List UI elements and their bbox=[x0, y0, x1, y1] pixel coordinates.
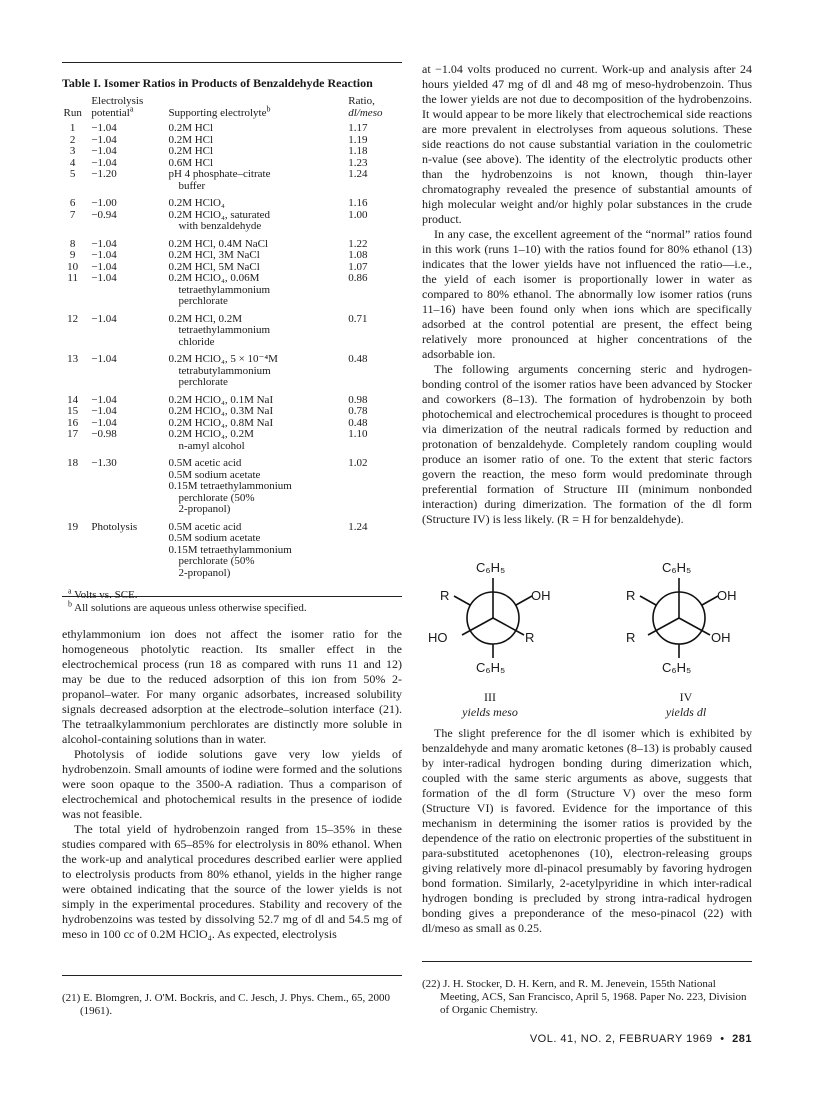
footnote-b-mark: b bbox=[68, 599, 72, 609]
cell-run bbox=[62, 545, 87, 557]
table-row bbox=[62, 308, 402, 326]
table-row bbox=[62, 556, 402, 568]
structure-iv-numeral: IV bbox=[679, 690, 693, 704]
cell-potential bbox=[87, 337, 156, 349]
cell-electrolyte: 0.5M sodium acetate bbox=[168, 532, 261, 544]
cell-ratio bbox=[326, 337, 402, 349]
cell-run: 7 bbox=[69, 208, 76, 221]
cell-electrolyte: perchlorate (50% bbox=[178, 555, 255, 567]
cell-run bbox=[62, 556, 87, 568]
cell-potential: −1.00 bbox=[91, 197, 117, 209]
cell-run bbox=[62, 481, 87, 493]
reference-21 bbox=[62, 992, 402, 1018]
structure-iii-lower-left: HO bbox=[428, 630, 448, 645]
table-row bbox=[62, 452, 402, 470]
cell-potential: −1.04 bbox=[91, 260, 117, 273]
cell-electrolyte: 0.5M acetic acid bbox=[168, 520, 242, 533]
cell-ratio: 0.48 bbox=[348, 416, 368, 429]
footnote-a: Volts vs. SCE. bbox=[74, 589, 138, 601]
reference-22 bbox=[422, 978, 752, 1017]
isomer-table bbox=[62, 95, 402, 579]
cell-potential: −1.04 bbox=[91, 312, 117, 325]
cell-potential: −1.04 bbox=[91, 122, 117, 134]
cell-potential bbox=[87, 545, 156, 557]
right-body-text-bottom bbox=[422, 726, 752, 936]
structure-iii-upper-left: R bbox=[440, 588, 450, 603]
cell-ratio bbox=[326, 325, 402, 337]
cell-electrolyte: 0.2M HCl, 0.2M bbox=[168, 312, 243, 325]
cell-potential bbox=[87, 481, 156, 493]
refs-rule-left bbox=[62, 975, 402, 976]
structure-iii-lower-right: R bbox=[525, 630, 535, 645]
right-paragraph-2: In any case, the excellent agreement of the “normal” ratios found in this work (runs 1–10) with the ratios found for 80% ethanol (13) indicates that the lower yields have not influenced the ratio—i.e., the yield of each isomer is proportionally lower in water as compared to 80% ethanol. The abnormally low isomer ratios (runs 11–16) have been found only when ions which are specifically adsorbed at the control potential are present, the effect being relatively more pronounced at higher concentrations of the adsorbable ion. bbox=[422, 227, 752, 361]
structure-iv-caption bbox=[636, 690, 736, 720]
table-row bbox=[62, 366, 402, 378]
cell-ratio bbox=[326, 377, 402, 389]
cell-potential: −1.04 bbox=[91, 416, 117, 429]
journal-info: VOL. 41, NO. 2, FEBRUARY 1969 bbox=[529, 1033, 713, 1045]
cell-electrolyte: with benzaldehyde bbox=[178, 220, 262, 232]
cell-ratio: 1.18 bbox=[348, 145, 368, 157]
cell-run: 15 bbox=[67, 405, 79, 417]
cell-ratio bbox=[326, 221, 402, 233]
cell-run bbox=[62, 285, 87, 297]
cell-ratio: 0.78 bbox=[348, 405, 368, 417]
cell-ratio: 1.24 bbox=[348, 520, 368, 533]
cell-electrolyte: buffer bbox=[178, 179, 206, 192]
cell-electrolyte: chloride bbox=[178, 335, 215, 348]
header-run: Run bbox=[63, 107, 82, 119]
cell-potential bbox=[87, 533, 156, 545]
cell-ratio: 1.24 bbox=[348, 168, 368, 180]
structure-iv bbox=[604, 558, 754, 688]
footer-bullet: • bbox=[720, 1033, 725, 1045]
cell-ratio bbox=[326, 366, 402, 378]
cell-run: 13 bbox=[67, 353, 79, 365]
cell-electrolyte: 0.5M sodium acetate bbox=[168, 468, 261, 481]
cell-potential: −1.04 bbox=[91, 133, 117, 146]
structure-iii-caption bbox=[440, 690, 540, 720]
table-row bbox=[62, 441, 402, 453]
table-row bbox=[62, 406, 402, 418]
cell-run: 14 bbox=[67, 393, 79, 406]
cell-electrolyte: 0.2M HCl bbox=[168, 133, 214, 146]
cell-run: 8 bbox=[69, 237, 76, 250]
cell-run bbox=[62, 568, 87, 580]
footnote-a-mark: a bbox=[68, 586, 72, 596]
cell-ratio bbox=[326, 533, 402, 545]
cell-potential: −0.94 bbox=[91, 208, 117, 221]
table-row bbox=[62, 250, 402, 262]
cell-run: 6 bbox=[69, 197, 76, 209]
cell-run: 4 bbox=[69, 156, 76, 169]
cell-potential bbox=[87, 221, 156, 233]
cell-electrolyte: 2-propanol) bbox=[178, 566, 231, 579]
cell-run bbox=[62, 470, 87, 482]
cell-ratio: 1.17 bbox=[348, 122, 368, 134]
cell-electrolyte: 0.2M HClO₄, saturated bbox=[168, 208, 271, 221]
structure-iii-numeral: III bbox=[484, 690, 496, 704]
left-paragraph-1: ethylammonium ion does not affect the isomer ratio for the homogeneous photolytic reaction. Its smaller effect in the electrochemical process (run 18 as compared with runs 11 and 12) may be due to the reduced adsorption of this ion from 50% 2-propanol–water. For many organic adsorbates, increased solubility signals decreased adsorption at the electrode–solution interface (21). The tetraalkylammonium perchlorates are distinctly more soluble in alcohol-containing solutions than in water. bbox=[62, 627, 402, 746]
cell-electrolyte: 0.2M HCl, 0.4M NaCl bbox=[168, 237, 269, 250]
cell-run: 17 bbox=[67, 428, 79, 440]
cell-run: 9 bbox=[69, 249, 76, 261]
cell-potential bbox=[87, 493, 156, 505]
cell-ratio: 1.07 bbox=[348, 260, 368, 273]
structure-iii bbox=[418, 558, 568, 688]
right-paragraph-1: at −1.04 volts produced no current. Work-up and analysis after 24 hours yielded 47 mg of dl and 48 mg of meso-hydrobenzoin. Thus the lower yields are not due to decomposition of the hydrobenzoins. It would appear to be more likely that electrochemical side reactions are more prevalent in electrolyses from aqueous solutions. These side reactions do not cause substantial variation in the coulometric n-value (see above). The identity of the electrolytic products other than the hydrobenzoins is not known, though thin-layer chromatography revealed the presence of substantial amounts of high molecular weight and/or highly polar substances in the crude product. bbox=[422, 62, 752, 226]
structure-iii-upper-right: OH bbox=[531, 588, 551, 603]
cell-run bbox=[62, 296, 87, 308]
cell-ratio: 0.48 bbox=[348, 353, 368, 365]
cell-run bbox=[62, 493, 87, 505]
table-row bbox=[62, 481, 402, 493]
cell-electrolyte: 0.2M HCl bbox=[168, 145, 214, 157]
cell-potential bbox=[87, 568, 156, 580]
cell-run bbox=[62, 221, 87, 233]
cell-run: 3 bbox=[69, 145, 76, 157]
cell-ratio: 0.98 bbox=[348, 393, 368, 406]
cell-run bbox=[62, 533, 87, 545]
cell-potential: −1.04 bbox=[91, 272, 117, 284]
table-row bbox=[62, 296, 402, 308]
header-potential-1: Electrolysis bbox=[91, 95, 144, 107]
cell-electrolyte: perchlorate (50% bbox=[178, 491, 255, 504]
cell-ratio bbox=[326, 545, 402, 557]
cell-potential bbox=[87, 377, 156, 389]
cell-potential: −1.04 bbox=[91, 353, 117, 365]
footnote-mark-a: a bbox=[129, 104, 134, 114]
table-row bbox=[62, 533, 402, 545]
cell-ratio: 1.10 bbox=[348, 428, 368, 440]
cell-potential: −1.04 bbox=[91, 393, 117, 406]
cell-electrolyte: 0.2M HClO₄, 0.2M bbox=[168, 428, 254, 440]
structure-iv-yields: yields dl bbox=[665, 705, 707, 719]
cell-ratio: 1.16 bbox=[348, 197, 368, 209]
cell-potential: −1.04 bbox=[91, 156, 117, 169]
cell-ratio bbox=[326, 504, 402, 516]
cell-electrolyte: 0.2M HCl bbox=[168, 122, 214, 134]
structure-iii-yields: yields meso bbox=[462, 705, 518, 719]
cell-electrolyte: perchlorate bbox=[178, 376, 228, 388]
cell-ratio: 1.22 bbox=[348, 237, 368, 250]
right-paragraph-4: The slight preference for the dl isomer which is exhibited by benzaldehyde and many aromatic ketones (8–13) is probably caused by inter-radical hydrogen bonding during dimerization which, coupled with the same steric arguments as above, suggests that formation of the dl form (Structure V) over the meso form (Structure VI) is favored. Evidence for the importance of this mechanism in determining the isomer ratios is provided by the dependence of the ratio on electronic properties of the substituent in para-substituted acetophenones (10), electron-releasing groups giving relatively more dl-pinacol presumably by favoring hydrogen bond formation. Similarly, 2-acetylpyridine in which inter-radical hydrogen bonding is precluded by strong intra-radical hydrogen bonding gives a preponderance of the meso-pinacol (22) with dl/meso as small as 0.25. bbox=[422, 726, 752, 935]
table-row bbox=[62, 192, 402, 210]
cell-electrolyte: 2-propanol) bbox=[178, 503, 231, 515]
table-title: Table I. Isomer Ratios in Products of Benzaldehyde Reaction bbox=[62, 76, 373, 90]
cell-electrolyte: 0.2M HCl, 3M NaCl bbox=[168, 249, 260, 261]
table-row bbox=[62, 429, 402, 441]
cell-potential: −1.30 bbox=[91, 457, 117, 469]
cell-run: 11 bbox=[67, 272, 78, 284]
table-row bbox=[62, 348, 402, 366]
footnote-mark-b: b bbox=[266, 104, 271, 114]
footnote-b: All solutions are aqueous unless otherwise specified. bbox=[74, 602, 307, 614]
left-paragraph-2: Photolysis of iodide solutions gave very low yields of hydrobenzoin. Small amounts of iodine were formed and the solutions were soon opaque to the 3500-A radiation. Thus a comparison of electrochemical and photochemical results in the presence of iodide was not feasible. bbox=[62, 747, 402, 821]
cell-run: 1 bbox=[69, 122, 76, 134]
cell-electrolyte: 0.2M HClO₄, 0.3M NaI bbox=[168, 405, 274, 417]
table-row bbox=[62, 181, 402, 193]
cell-run: 16 bbox=[67, 416, 79, 429]
table-row bbox=[62, 273, 402, 285]
table-row bbox=[62, 146, 402, 158]
table-body bbox=[62, 123, 402, 579]
cell-potential bbox=[87, 366, 156, 378]
cell-potential bbox=[87, 285, 156, 297]
table-row bbox=[62, 285, 402, 297]
table-row bbox=[62, 493, 402, 505]
cell-run bbox=[62, 366, 87, 378]
structure-iv-upper-right: OH bbox=[717, 588, 737, 603]
cell-electrolyte: 0.2M HClO₄, 0.8M NaI bbox=[168, 416, 274, 429]
cell-ratio bbox=[326, 493, 402, 505]
structure-iii-bottom: C₆H₅ bbox=[476, 660, 506, 675]
left-body-text bbox=[62, 627, 402, 942]
header-potential-2: potential bbox=[91, 107, 130, 119]
cell-ratio bbox=[326, 556, 402, 568]
cell-ratio: 0.71 bbox=[348, 312, 368, 325]
cell-run: 10 bbox=[67, 260, 79, 273]
table-row bbox=[62, 389, 402, 407]
cell-electrolyte: perchlorate bbox=[178, 295, 228, 307]
cell-electrolyte: tetraethylammonium bbox=[178, 324, 271, 336]
structure-iv-lower-right: OH bbox=[711, 630, 731, 645]
cell-electrolyte: tetrabutylammonium bbox=[178, 364, 271, 377]
cell-ratio bbox=[326, 181, 402, 193]
cell-ratio bbox=[326, 296, 402, 308]
cell-potential bbox=[87, 504, 156, 516]
cell-ratio bbox=[326, 285, 402, 297]
cell-electrolyte: 0.2M HClO₄, 5 × 10⁻⁴M bbox=[168, 353, 278, 365]
table-row bbox=[62, 169, 402, 181]
cell-electrolyte: n-amyl alcohol bbox=[178, 439, 245, 452]
cell-electrolyte: 0.5M acetic acid bbox=[168, 457, 242, 469]
table-row bbox=[62, 377, 402, 389]
refs-rule-right bbox=[422, 961, 752, 962]
table-top-rule bbox=[62, 62, 402, 63]
header-electrolyte: Supporting electrolyte bbox=[168, 107, 267, 119]
cell-electrolyte: 0.2M HClO₄ bbox=[168, 197, 225, 209]
cell-potential bbox=[87, 181, 156, 193]
cell-run bbox=[62, 441, 87, 453]
left-paragraph-3: The total yield of hydrobenzoin ranged from 15–35% in these studies compared with 65–85% for electrolysis in 80% ethanol. When the work-up and analytical procedures described earlier were applied to electrolysis products from 80% ethanol, yields in the higher range were obtained indicating that the source of the lower yields is not simply in the experimental procedures. Stability and recovery of the hydrobenzoins was tested by dissolving 52.7 mg of dl and 54.5 mg of meso in 100 cc of 0.2M HClO₄. As expected, electrolysis bbox=[62, 822, 402, 941]
cell-potential: −1.04 bbox=[91, 249, 117, 261]
right-paragraph-3: The following arguments concerning steric and hydrogen-bonding control of the isomer ratios have been advanced by Stocker and coworkers (8–13). The formation of hydrobenzoin by both photochemical and electrochemical procedures is thought to proceed via dimerization of the neutral radicals formed by reduction and protonation of benzaldehyde. Completely random coupling would produce an isomer ratio of one. To the extent that steric factors govern the reaction, the meso form would predominate through preferential formation of Structure III (minimum nonbonded interaction) during dimerization. The formation of the dl form (Structure IV) is less likely. (R = H for benzaldehyde). bbox=[422, 362, 752, 526]
table-row bbox=[62, 233, 402, 251]
cell-electrolyte: 0.15M tetraethylammonium bbox=[168, 480, 292, 492]
page-number: 281 bbox=[732, 1033, 752, 1045]
table-row bbox=[62, 516, 402, 534]
cell-ratio: 0.86 bbox=[348, 272, 368, 284]
cell-potential bbox=[87, 556, 156, 568]
table-row bbox=[62, 568, 402, 580]
table-row bbox=[62, 504, 402, 516]
cell-ratio: 1.08 bbox=[348, 249, 368, 261]
structure-iii-top: C₆H₅ bbox=[476, 560, 506, 575]
cell-potential: −1.04 bbox=[91, 237, 117, 250]
cell-potential: Photolysis bbox=[91, 520, 138, 533]
table-row bbox=[62, 325, 402, 337]
cell-run: 19 bbox=[67, 520, 79, 533]
structure-iv-upper-left: R bbox=[626, 588, 636, 603]
table-row bbox=[62, 123, 402, 135]
cell-electrolyte: tetraethylammonium bbox=[178, 283, 271, 296]
cell-run: 2 bbox=[69, 133, 76, 146]
cell-potential: −1.04 bbox=[91, 405, 117, 417]
cell-run: 5 bbox=[69, 168, 76, 180]
right-body-text-top bbox=[422, 62, 752, 527]
table-row bbox=[62, 221, 402, 233]
table-row bbox=[62, 337, 402, 349]
cell-electrolyte: 0.2M HClO₄, 0.1M NaI bbox=[168, 393, 274, 406]
cell-run bbox=[62, 504, 87, 516]
cell-potential bbox=[87, 325, 156, 337]
cell-run bbox=[62, 377, 87, 389]
cell-potential: −0.98 bbox=[91, 428, 117, 440]
cell-run: 18 bbox=[67, 457, 79, 469]
cell-run bbox=[62, 181, 87, 193]
cell-potential bbox=[87, 296, 156, 308]
cell-ratio bbox=[326, 470, 402, 482]
cell-ratio: 1.02 bbox=[348, 457, 368, 469]
header-ratio-2: dl/meso bbox=[348, 107, 383, 119]
cell-electrolyte: 0.15M tetraethylammonium bbox=[168, 543, 292, 556]
header-ratio-1: Ratio, bbox=[348, 95, 375, 107]
cell-potential bbox=[87, 441, 156, 453]
cell-run: 12 bbox=[67, 312, 79, 325]
table-container bbox=[62, 76, 402, 615]
cell-run bbox=[62, 337, 87, 349]
page-footer bbox=[530, 1033, 752, 1045]
cell-run bbox=[62, 325, 87, 337]
cell-electrolyte: 0.2M HCl, 5M NaCl bbox=[168, 260, 260, 273]
reference-21-text: (21) E. Blomgren, J. O'M. Bockris, and C. Jesch, J. Phys. Chem., 65, 2000 (1961). bbox=[62, 992, 390, 1017]
cell-electrolyte: 0.2M HClO₄, 0.06M bbox=[168, 272, 260, 284]
cell-potential bbox=[87, 470, 156, 482]
cell-ratio bbox=[326, 441, 402, 453]
cell-electrolyte: 0.6M HCl bbox=[168, 156, 214, 169]
reference-22-text: (22) J. H. Stocker, D. H. Kern, and R. M. Jenevein, 155th National Meeting, ACS, San Francisco, April 5, 1968. Paper No. 223, Division of Organic Chemistry. bbox=[422, 978, 747, 1016]
cell-ratio bbox=[326, 568, 402, 580]
cell-ratio bbox=[326, 481, 402, 493]
cell-ratio: 1.00 bbox=[348, 208, 368, 221]
structure-iv-lower-left: R bbox=[626, 630, 636, 645]
cell-potential: −1.20 bbox=[91, 168, 117, 180]
cell-ratio: 1.23 bbox=[348, 156, 368, 169]
structure-iv-bottom: C₆H₅ bbox=[662, 660, 692, 675]
cell-potential: −1.04 bbox=[91, 145, 117, 157]
cell-electrolyte: pH 4 phosphate–citrate bbox=[168, 168, 271, 180]
structure-iv-top: C₆H₅ bbox=[662, 560, 692, 575]
table-footnotes bbox=[62, 586, 402, 615]
cell-ratio: 1.19 bbox=[348, 133, 368, 146]
